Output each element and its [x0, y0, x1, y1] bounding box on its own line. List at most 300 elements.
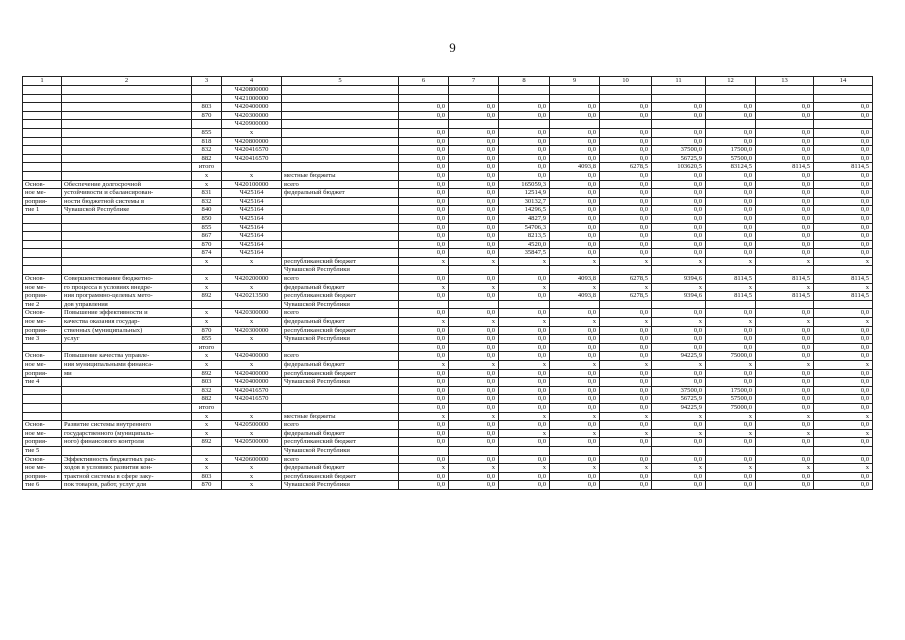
table-cell: x: [652, 429, 706, 438]
table-cell: федеральный бюджет: [282, 283, 399, 292]
table-cell: 0,0: [399, 352, 449, 361]
table-cell: тие 1: [23, 206, 62, 215]
table-cell: 0,0: [449, 326, 499, 335]
table-cell: x: [192, 275, 222, 284]
table-cell: 0,0: [600, 249, 652, 258]
table-cell: x: [192, 361, 222, 370]
table-cell: 0,0: [814, 146, 873, 155]
table-cell: 0,0: [756, 386, 814, 395]
table-row: [23, 240, 873, 249]
table-cell: [449, 120, 499, 129]
table-cell: x: [399, 361, 449, 370]
table-cell: 0,0: [756, 206, 814, 215]
table-cell: x: [499, 318, 550, 327]
table-cell: Основ-: [23, 421, 62, 430]
table-cell: 0,0: [449, 275, 499, 284]
table-cell: 8114,5: [756, 275, 814, 284]
table-cell: 57500,0: [706, 395, 756, 404]
table-cell: 0,0: [652, 369, 706, 378]
table-cell: 0,0: [814, 189, 873, 198]
table-cell: 0,0: [814, 309, 873, 318]
table-cell: [814, 120, 873, 129]
table-cell: [192, 300, 222, 309]
table-cell: x: [192, 180, 222, 189]
table-cell: [706, 94, 756, 103]
table-row: [23, 403, 873, 412]
table-cell: Чувашской Республики: [282, 300, 399, 309]
table-cell: 0,0: [499, 146, 550, 155]
table-cell: 4827,9: [499, 214, 550, 223]
table-cell: 30132,7: [499, 197, 550, 206]
table-cell: республиканский бюджет: [282, 257, 399, 266]
table-cell: 0,0: [756, 197, 814, 206]
table-cell: Основ-: [23, 275, 62, 284]
table-cell: 0,0: [449, 240, 499, 249]
table-cell: 0,0: [550, 128, 600, 137]
table-cell: [23, 154, 62, 163]
table-cell: x: [192, 309, 222, 318]
table-cell: Ч421000000: [222, 94, 282, 103]
table-cell: Чувашской Республике: [62, 206, 192, 215]
table-cell: [282, 403, 399, 412]
table-cell: 0,0: [756, 481, 814, 490]
table-cell: федеральный бюджет: [282, 429, 399, 438]
table-cell: [706, 120, 756, 129]
table-cell: 8114,5: [814, 163, 873, 172]
table-cell: 17500,0: [706, 386, 756, 395]
table-cell: [756, 86, 814, 95]
table-cell: x: [600, 318, 652, 327]
table-cell: [222, 403, 282, 412]
table-cell: x: [222, 257, 282, 266]
table-cell: 6278,5: [600, 163, 652, 172]
table-cell: [23, 111, 62, 120]
table-cell: го процесса в условиях внедре-: [62, 283, 192, 292]
table-cell: x: [756, 257, 814, 266]
table-row: [23, 343, 873, 352]
table-cell: Ч420800000: [222, 86, 282, 95]
table-cell: Основ-: [23, 352, 62, 361]
table-cell: [550, 86, 600, 95]
table-cell: x: [399, 412, 449, 421]
table-cell: [282, 103, 399, 112]
table-cell: Развитие системы внутреннего: [62, 421, 192, 430]
table-cell: [652, 86, 706, 95]
table-cell: 0,0: [550, 171, 600, 180]
table-cell: тие 3: [23, 335, 62, 344]
table-cell: 165059,3: [499, 180, 550, 189]
table-cell: 0,0: [550, 223, 600, 232]
table-row: [23, 300, 873, 309]
table-cell: ное ме-: [23, 429, 62, 438]
table-cell: 0,0: [550, 206, 600, 215]
table-row: [23, 446, 873, 455]
table-cell: Ч420300000: [222, 111, 282, 120]
table-cell: 0,0: [814, 335, 873, 344]
table-cell: 0,0: [550, 403, 600, 412]
table-cell: 0,0: [600, 369, 652, 378]
table-cell: 8213,5: [499, 232, 550, 241]
column-header: 13: [756, 77, 814, 86]
table-cell: 54706,3: [499, 223, 550, 232]
table-cell: тие 2: [23, 300, 62, 309]
table-cell: x: [756, 318, 814, 327]
table-row: [23, 352, 873, 361]
table-cell: Ч420200000: [222, 275, 282, 284]
table-cell: 855: [192, 335, 222, 344]
table-cell: x: [706, 464, 756, 473]
table-cell: 831: [192, 189, 222, 198]
table-cell: 0,0: [600, 232, 652, 241]
table-cell: [499, 120, 550, 129]
table-cell: [23, 395, 62, 404]
table-cell: [600, 446, 652, 455]
table-cell: [62, 128, 192, 137]
table-cell: 0,0: [449, 438, 499, 447]
table-cell: x: [222, 361, 282, 370]
table-cell: x: [600, 257, 652, 266]
table-cell: x: [814, 412, 873, 421]
table-cell: 37500,0: [652, 146, 706, 155]
table-cell: 0,0: [499, 103, 550, 112]
table-cell: [23, 171, 62, 180]
table-cell: 0,0: [652, 214, 706, 223]
table-cell: x: [756, 429, 814, 438]
table-cell: Ч420416570: [222, 395, 282, 404]
table-cell: роприя-: [23, 292, 62, 301]
table-cell: x: [499, 283, 550, 292]
table-cell: 0,0: [814, 481, 873, 490]
table-cell: 0,0: [550, 249, 600, 258]
table-cell: ния муниципальными финанса-: [62, 361, 192, 370]
table-cell: [706, 300, 756, 309]
table-cell: 0,0: [652, 232, 706, 241]
table-cell: [499, 86, 550, 95]
table-cell: ное ме-: [23, 464, 62, 473]
table-cell: Ч420100000: [222, 180, 282, 189]
table-cell: 803: [192, 472, 222, 481]
table-cell: 0,0: [706, 369, 756, 378]
table-cell: [399, 266, 449, 275]
table-cell: 103620,5: [652, 163, 706, 172]
table-cell: 0,0: [499, 163, 550, 172]
table-cell: [706, 446, 756, 455]
table-cell: местные бюджеты: [282, 171, 399, 180]
budget-table: [22, 76, 873, 490]
table-cell: [282, 223, 399, 232]
table-cell: 0,0: [550, 369, 600, 378]
table-cell: ности бюджетной системы в: [62, 197, 192, 206]
table-cell: республиканский бюджет: [282, 292, 399, 301]
table-cell: 0,0: [449, 378, 499, 387]
table-cell: Чувашской Республики: [282, 335, 399, 344]
table-cell: 892: [192, 369, 222, 378]
table-cell: 0,0: [499, 335, 550, 344]
table-cell: 0,0: [756, 369, 814, 378]
table-cell: [706, 266, 756, 275]
table-cell: [62, 249, 192, 258]
table-row: [23, 283, 873, 292]
table-cell: 882: [192, 395, 222, 404]
table-cell: 0,0: [600, 137, 652, 146]
table-cell: [23, 137, 62, 146]
table-cell: 0,0: [600, 481, 652, 490]
table-cell: Ч420400000: [222, 103, 282, 112]
table-cell: [23, 214, 62, 223]
table-cell: 0,0: [706, 197, 756, 206]
table-cell: 0,0: [399, 128, 449, 137]
table-cell: x: [399, 257, 449, 266]
table-cell: всего: [282, 421, 399, 430]
table-row: [23, 412, 873, 421]
table-cell: 0,0: [652, 326, 706, 335]
column-header: 6: [399, 77, 449, 86]
table-cell: дов управления: [62, 300, 192, 309]
table-cell: [222, 446, 282, 455]
table-cell: x: [706, 412, 756, 421]
table-cell: 0,0: [550, 197, 600, 206]
table-cell: 0,0: [814, 197, 873, 206]
table-cell: 882: [192, 154, 222, 163]
table-cell: 0,0: [399, 335, 449, 344]
table-cell: 0,0: [449, 429, 499, 438]
table-cell: 9394,6: [652, 292, 706, 301]
table-cell: 0,0: [449, 386, 499, 395]
table-cell: 840: [192, 206, 222, 215]
table-cell: 0,0: [814, 403, 873, 412]
table-cell: 0,0: [706, 455, 756, 464]
table-cell: 0,0: [652, 137, 706, 146]
table-cell: 0,0: [550, 154, 600, 163]
table-row: [23, 180, 873, 189]
table-cell: услуг: [62, 335, 192, 344]
table-cell: 0,0: [652, 309, 706, 318]
table-cell: 874: [192, 249, 222, 258]
table-cell: [23, 120, 62, 129]
table-cell: 0,0: [399, 472, 449, 481]
table-cell: [600, 300, 652, 309]
table-cell: Чувашской Республики: [282, 446, 399, 455]
table-cell: тие 4: [23, 378, 62, 387]
table-row: [23, 438, 873, 447]
table-cell: 0,0: [814, 249, 873, 258]
table-cell: Ч420416570: [222, 154, 282, 163]
table-cell: федеральный бюджет: [282, 318, 399, 327]
table-row: [23, 154, 873, 163]
table-cell: [399, 300, 449, 309]
column-header: 9: [550, 77, 600, 86]
table-cell: 0,0: [706, 326, 756, 335]
table-cell: 0,0: [814, 232, 873, 241]
table-cell: x: [449, 361, 499, 370]
table-cell: 0,0: [550, 438, 600, 447]
table-cell: [499, 300, 550, 309]
table-cell: [282, 146, 399, 155]
table-row: [23, 86, 873, 95]
table-cell: [62, 266, 192, 275]
table-cell: 0,0: [600, 223, 652, 232]
table-row: [23, 386, 873, 395]
table-cell: [449, 446, 499, 455]
table-cell: [499, 94, 550, 103]
table-cell: 0,0: [499, 438, 550, 447]
table-cell: 0,0: [706, 214, 756, 223]
table-cell: x: [706, 429, 756, 438]
table-cell: 870: [192, 111, 222, 120]
table-cell: x: [449, 464, 499, 473]
table-cell: [23, 257, 62, 266]
table-cell: [192, 266, 222, 275]
table-cell: 0,0: [449, 111, 499, 120]
table-cell: 0,0: [399, 395, 449, 404]
table-cell: x: [550, 361, 600, 370]
table-row: [23, 378, 873, 387]
table-cell: 0,0: [550, 472, 600, 481]
table-cell: 0,0: [449, 335, 499, 344]
table-cell: x: [814, 361, 873, 370]
table-cell: Ч420400000: [222, 352, 282, 361]
table-cell: [62, 240, 192, 249]
table-cell: 0,0: [706, 438, 756, 447]
table-row: [23, 361, 873, 370]
table-cell: [23, 232, 62, 241]
table-cell: 0,0: [449, 103, 499, 112]
table-row: [23, 257, 873, 266]
table-cell: x: [192, 283, 222, 292]
table-cell: 57500,0: [706, 154, 756, 163]
table-cell: [23, 249, 62, 258]
table-cell: государственного (муниципаль-: [62, 429, 192, 438]
table-cell: 0,0: [449, 309, 499, 318]
table-cell: x: [550, 318, 600, 327]
table-row: [23, 128, 873, 137]
table-cell: 0,0: [814, 180, 873, 189]
table-cell: [62, 343, 192, 352]
table-cell: x: [814, 464, 873, 473]
table-cell: 0,0: [600, 378, 652, 387]
table-cell: 850: [192, 214, 222, 223]
table-cell: 0,0: [550, 335, 600, 344]
table-cell: Ч420213500: [222, 292, 282, 301]
table-cell: 8114,5: [756, 163, 814, 172]
table-cell: x: [550, 257, 600, 266]
table-cell: 0,0: [600, 352, 652, 361]
table-cell: [282, 94, 399, 103]
table-row: [23, 275, 873, 284]
table-row: [23, 455, 873, 464]
table-row: [23, 189, 873, 198]
table-header-row: [23, 77, 873, 86]
table-cell: качества оказания государ-: [62, 318, 192, 327]
table-cell: 0,0: [652, 378, 706, 387]
table-cell: x: [222, 481, 282, 490]
table-cell: [62, 137, 192, 146]
table-cell: 0,0: [652, 197, 706, 206]
table-cell: x: [399, 283, 449, 292]
table-cell: [499, 446, 550, 455]
table-cell: [62, 103, 192, 112]
table-cell: 0,0: [399, 309, 449, 318]
table-cell: 0,0: [449, 154, 499, 163]
table-cell: 0,0: [449, 163, 499, 172]
table-cell: 0,0: [756, 309, 814, 318]
table-cell: x: [499, 412, 550, 421]
table-cell: 0,0: [499, 352, 550, 361]
table-row: [23, 214, 873, 223]
table-cell: [282, 249, 399, 258]
table-row: [23, 292, 873, 301]
table-cell: [62, 111, 192, 120]
table-cell: [192, 120, 222, 129]
table-cell: 0,0: [814, 103, 873, 112]
table-row: [23, 249, 873, 258]
table-cell: [550, 446, 600, 455]
table-cell: ного) финансового контроля: [62, 438, 192, 447]
table-cell: Совершенствование бюджетно-: [62, 275, 192, 284]
table-cell: 0,0: [652, 343, 706, 352]
table-cell: [23, 163, 62, 172]
table-cell: [282, 232, 399, 241]
table-cell: ственных (муниципальных): [62, 326, 192, 335]
table-cell: 83124,5: [706, 163, 756, 172]
table-cell: x: [652, 283, 706, 292]
table-cell: [23, 403, 62, 412]
table-cell: 0,0: [756, 472, 814, 481]
table-cell: 892: [192, 438, 222, 447]
column-header: 10: [600, 77, 652, 86]
table-row: [23, 120, 873, 129]
table-cell: 0,0: [652, 103, 706, 112]
table-cell: итого: [192, 163, 222, 172]
table-cell: 0,0: [499, 403, 550, 412]
table-cell: x: [600, 464, 652, 473]
table-cell: x: [449, 318, 499, 327]
table-cell: x: [222, 429, 282, 438]
table-cell: x: [756, 361, 814, 370]
table-cell: [550, 300, 600, 309]
table-cell: 0,0: [706, 240, 756, 249]
table-cell: 0,0: [399, 223, 449, 232]
table-cell: [62, 146, 192, 155]
table-cell: [399, 120, 449, 129]
table-cell: 0,0: [449, 292, 499, 301]
table-cell: 0,0: [399, 232, 449, 241]
table-row: [23, 94, 873, 103]
table-cell: 0,0: [756, 171, 814, 180]
table-cell: 94225,9: [652, 403, 706, 412]
table-cell: [23, 103, 62, 112]
table-cell: 0,0: [706, 232, 756, 241]
table-cell: 0,0: [600, 154, 652, 163]
table-row: [23, 206, 873, 215]
table-cell: [62, 412, 192, 421]
table-cell: Ч420500000: [222, 421, 282, 430]
table-cell: 0,0: [600, 326, 652, 335]
table-cell: 0,0: [756, 249, 814, 258]
table-cell: 0,0: [600, 309, 652, 318]
table-cell: 832: [192, 386, 222, 395]
table-cell: x: [192, 257, 222, 266]
table-cell: 6278,5: [600, 275, 652, 284]
table-cell: 0,0: [399, 343, 449, 352]
table-cell: 9394,6: [652, 275, 706, 284]
table-cell: 803: [192, 378, 222, 387]
table-cell: x: [399, 464, 449, 473]
table-cell: 0,0: [706, 223, 756, 232]
table-cell: [62, 163, 192, 172]
table-cell: x: [399, 318, 449, 327]
table-cell: 870: [192, 240, 222, 249]
